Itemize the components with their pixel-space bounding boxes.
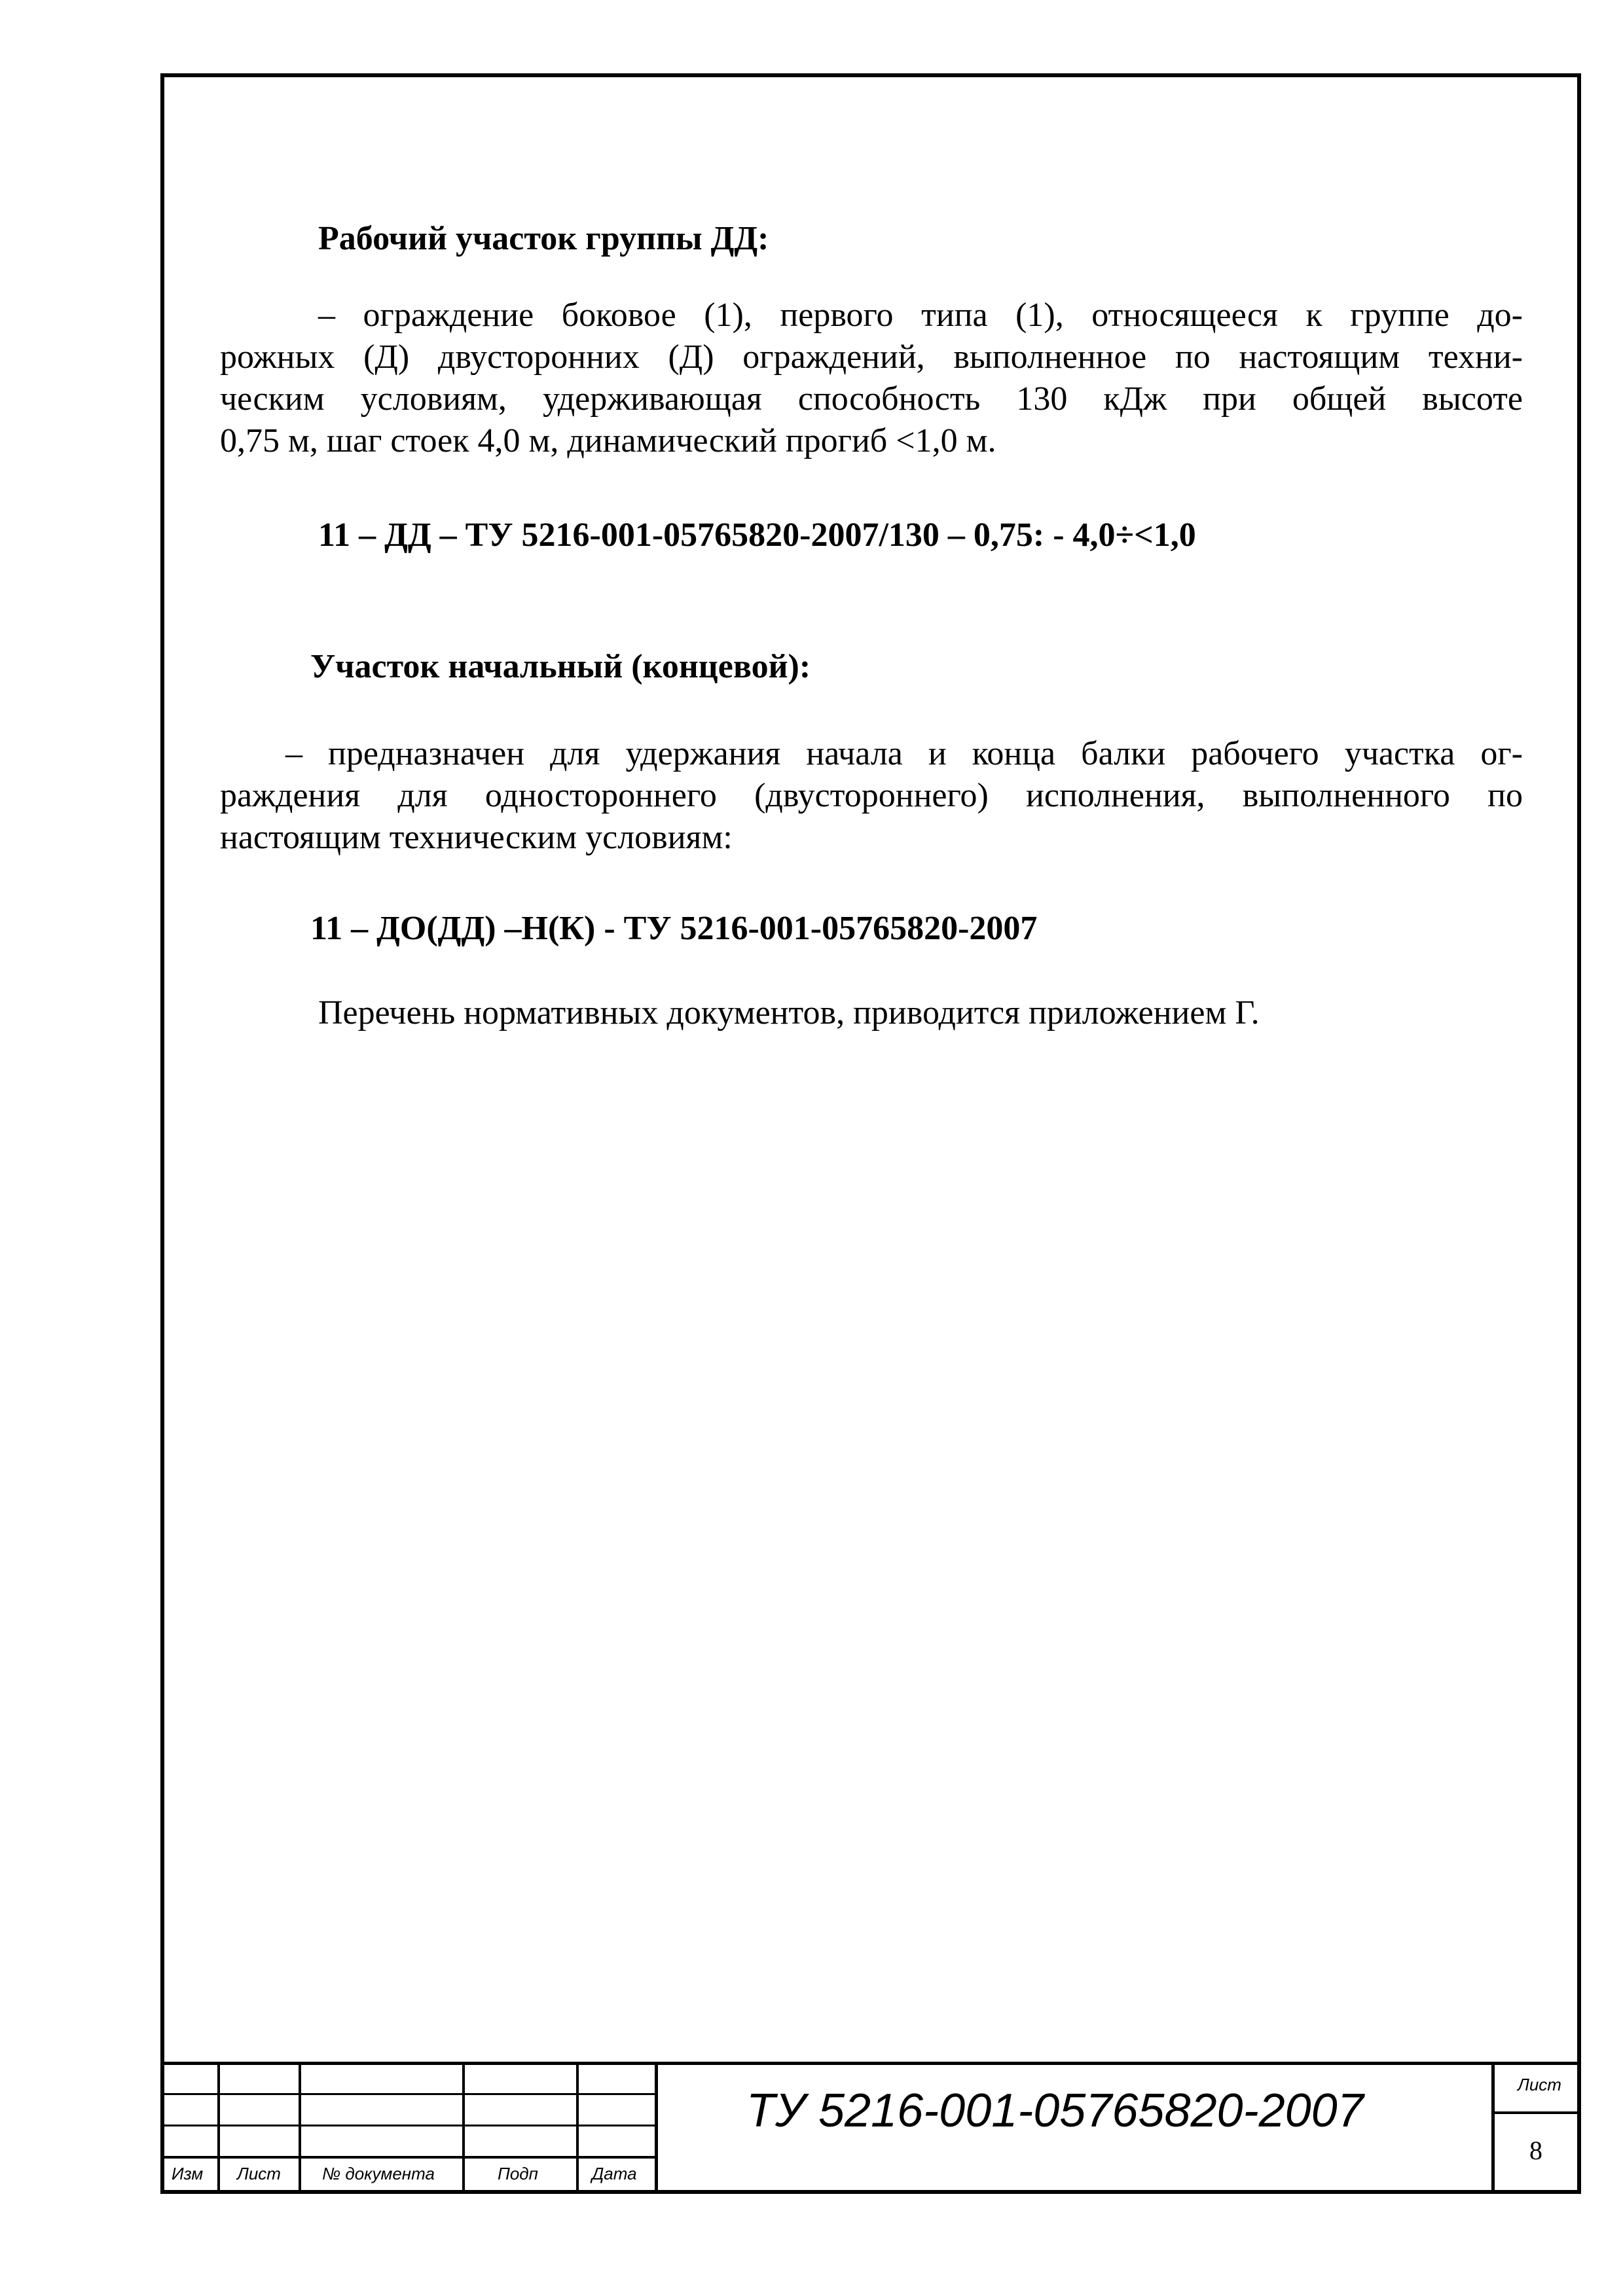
section-heading-end-area: Участок начальный (концевой): xyxy=(310,648,811,685)
title-block-row-line xyxy=(160,2125,655,2126)
stamp-label-date: Дата xyxy=(592,2164,637,2183)
title-block-col-line xyxy=(462,2062,465,2194)
designation-code-work-area: 11 – ДД – ТУ 5216-001-05765820-2007/130 – 0,75: - 4,0÷<1,0 xyxy=(318,516,1196,554)
paragraph-line: рожных (Д) двусторонних (Д) ограждений, выполненное по настоящим техни- xyxy=(220,338,1523,376)
designation-code-end-area: 11 – ДО(ДД) –Н(К) - ТУ 5216-001-05765820-2007 xyxy=(310,910,1038,947)
stamp-sheet-label: Лист xyxy=(1518,2075,1561,2094)
paragraph-line: настоящим техническим условиям: xyxy=(220,819,733,856)
title-block-col-line xyxy=(576,2062,579,2194)
title-block-col-line xyxy=(299,2062,301,2194)
title-block-col-line xyxy=(217,2062,220,2194)
normative-docs-note: Перечень нормативных документов, приводится приложением Г. xyxy=(318,994,1260,1031)
section-heading-work-area: Рабочий участок группы ДД: xyxy=(318,220,769,257)
sheet-box-border xyxy=(1491,2062,1495,2194)
stamp-label-signature: Подп xyxy=(498,2164,538,2183)
paragraph-line: – ограждение боковое (1), первого типа (1), относящееся к группе до- xyxy=(318,296,1523,334)
sheet-number: 8 xyxy=(1529,2136,1542,2165)
paragraph-line: 0,75 м, шаг стоек 4,0 м, динамический прогиб <1,0 м. xyxy=(220,422,996,459)
paragraph-line: раждения для одностороннего (двустороннего) исполнения, выполненного по xyxy=(220,777,1523,814)
stamp-label-document-number: № документа xyxy=(322,2164,435,2183)
section-paragraph-work-area xyxy=(220,295,1523,462)
title-block-row-line xyxy=(160,2093,655,2095)
title-block-row-line xyxy=(160,2156,655,2159)
paragraph-line: – предназначен для удержания начала и конца балки рабочего участка ог- xyxy=(285,735,1523,772)
stamp-document-code: ТУ 5216-001-05765820-2007 xyxy=(746,2085,1364,2137)
paragraph-line: ческим условиям, удерживающая способность 130 кДж при общей высоте xyxy=(220,380,1523,418)
stamp-label-change: Изм xyxy=(172,2164,204,2183)
section-paragraph-end-area xyxy=(220,733,1523,859)
stamp-label-sheet: Лист xyxy=(237,2164,281,2183)
title-block-col-line xyxy=(655,2062,658,2194)
title-block-top-border xyxy=(160,2062,1581,2065)
sheet-box-divider xyxy=(1491,2111,1581,2114)
